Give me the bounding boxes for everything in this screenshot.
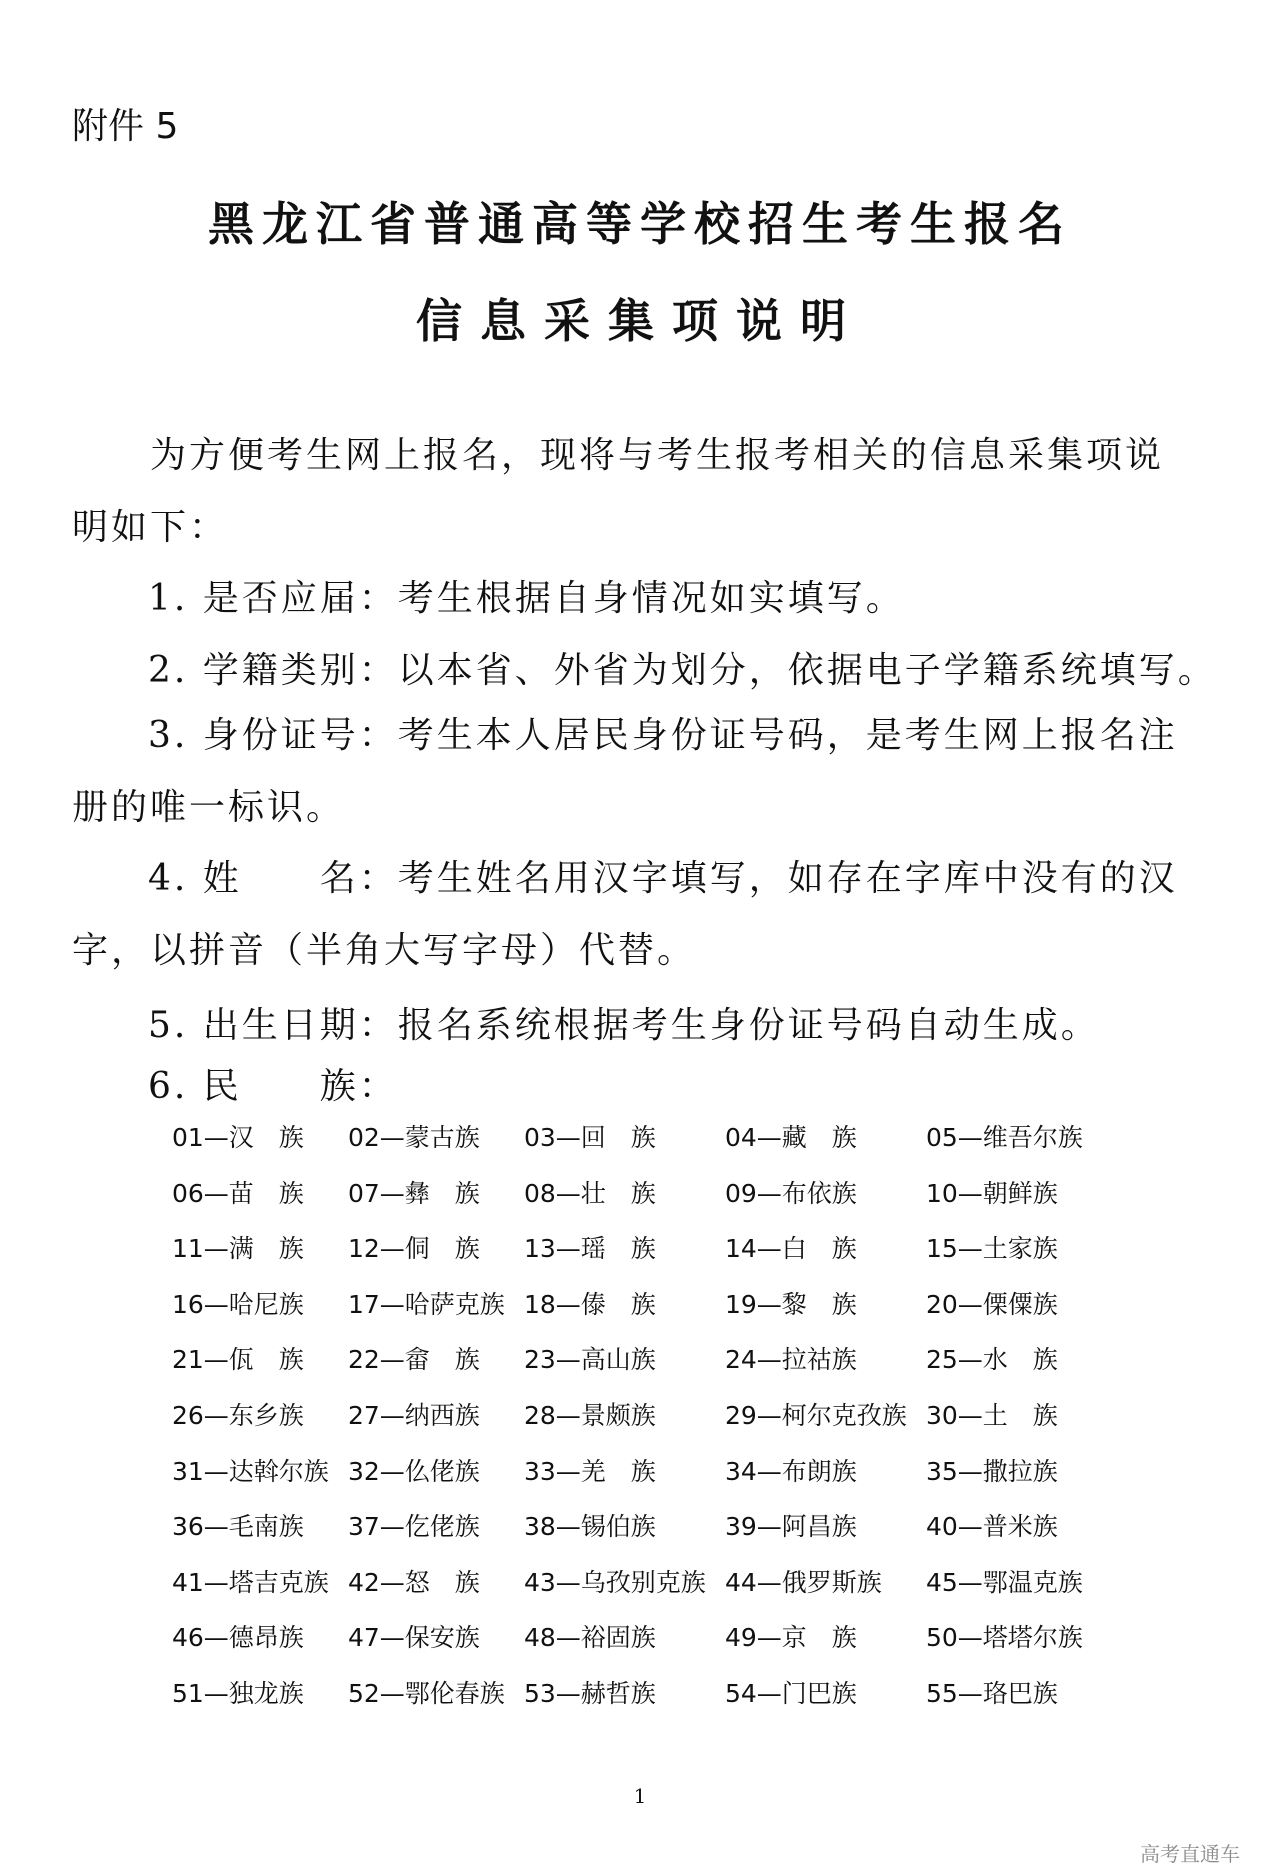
ethnic-group-item: 41—塔吉克族 — [172, 1567, 329, 1597]
ethnic-group-item: 24—拉祜族 — [725, 1345, 857, 1375]
ethnic-group-item: 16—哈尼族 — [172, 1289, 304, 1319]
ethnic-group-item: 18—傣 族 — [524, 1289, 656, 1319]
item-2: 2. 学籍类别：以本省、外省为划分，依据电子学籍系统填写。 — [148, 650, 1217, 691]
ethnic-group-item: 04—藏 族 — [725, 1123, 857, 1152]
ethnic-group-item: 47—保安族 — [348, 1623, 480, 1653]
ethnic-group-item: 02—蒙古族 — [348, 1123, 480, 1152]
item-5: 5. 出生日期：报名系统根据考生身份证号码自动生成。 — [148, 1005, 1100, 1046]
ethnic-group-item: 44—俄罗斯族 — [725, 1567, 882, 1597]
ethnic-group-item: 22—畲 族 — [348, 1345, 480, 1375]
ethnic-group-item: 20—傈僳族 — [926, 1289, 1058, 1319]
ethnic-group-item: 36—毛南族 — [172, 1512, 304, 1542]
ethnic-group-item: 35—撒拉族 — [926, 1456, 1058, 1486]
ethnic-group-item: 19—黎 族 — [725, 1289, 857, 1319]
ethnic-group-item: 05—维吾尔族 — [926, 1123, 1083, 1152]
document-title-line2: 信息采集项说明 — [416, 294, 864, 348]
ethnic-group-item: 55—珞巴族 — [926, 1679, 1058, 1708]
intro-text: 为方便考生网上报名，现将与考生报考相关的信息采集项说明如下： — [72, 435, 1165, 548]
item-3: 3. 身份证号：考生本人居民身份证号码，是考生网上报名注册的唯一标识。 — [72, 715, 1178, 828]
ethnic-group-item: 45—鄂温克族 — [926, 1567, 1083, 1597]
ethnic-group-item: 31—达斡尔族 — [172, 1456, 329, 1486]
ethnic-group-item: 54—门巴族 — [725, 1679, 857, 1708]
ethnic-group-item: 06—苗 族 — [172, 1178, 304, 1208]
ethnic-group-item: 42—怒 族 — [348, 1567, 480, 1597]
ethnic-group-item: 07—彝 族 — [348, 1178, 480, 1208]
ethnic-group-item: 26—东乡族 — [172, 1401, 304, 1430]
ethnic-group-item: 40—普米族 — [926, 1512, 1058, 1542]
ethnic-group-item: 14—白 族 — [725, 1234, 857, 1264]
item-1: 1. 是否应届：考生根据自身情况如实填写。 — [148, 578, 905, 619]
ethnic-group-item: 13—瑶 族 — [524, 1234, 656, 1264]
ethnic-group-item: 01—汉 族 — [172, 1123, 304, 1152]
ethnic-group-item: 10—朝鲜族 — [926, 1178, 1058, 1208]
ethnic-group-item: 51—独龙族 — [172, 1679, 304, 1708]
ethnic-group-item: 48—裕固族 — [524, 1623, 656, 1653]
ethnic-group-item: 11—满 族 — [172, 1234, 304, 1264]
intro-paragraph — [72, 420, 1182, 564]
ethnic-group-item: 52—鄂伦春族 — [348, 1679, 505, 1708]
ethnic-group-item: 29—柯尔克孜族 — [725, 1401, 907, 1430]
ethnic-group-item: 09—布依族 — [725, 1178, 857, 1208]
ethnic-group-item: 27—纳西族 — [348, 1401, 480, 1430]
ethnic-group-item: 38—锡伯族 — [524, 1512, 656, 1542]
ethnic-group-item: 43—乌孜别克族 — [524, 1567, 706, 1597]
ethnic-group-item: 39—阿昌族 — [725, 1512, 857, 1542]
ethnic-group-item: 49—京 族 — [725, 1623, 857, 1653]
ethnic-group-item: 37—仡佬族 — [348, 1512, 480, 1542]
watermark: 高考直通车 — [1140, 1842, 1240, 1866]
attachment-label: 附件 5 — [72, 106, 179, 147]
ethnic-group-item: 33—羌 族 — [524, 1456, 656, 1486]
ethnic-group-item: 50—塔塔尔族 — [926, 1623, 1083, 1653]
ethnic-group-item: 25—水 族 — [926, 1345, 1058, 1375]
ethnic-group-item: 12—侗 族 — [348, 1234, 480, 1264]
ethnic-group-item: 15—土家族 — [926, 1234, 1058, 1264]
ethnic-group-item: 03—回 族 — [524, 1123, 656, 1152]
ethnic-group-item: 30—土 族 — [926, 1401, 1058, 1430]
ethnic-group-item: 53—赫哲族 — [524, 1679, 656, 1708]
ethnic-group-item: 32—仫佬族 — [348, 1456, 480, 1486]
ethnic-group-item: 08—壮 族 — [524, 1178, 656, 1208]
ethnic-group-item: 46—德昂族 — [172, 1623, 304, 1653]
ethnic-group-item: 21—佤 族 — [172, 1345, 304, 1375]
ethnic-group-item: 23—高山族 — [524, 1345, 656, 1375]
ethnic-group-item: 34—布朗族 — [725, 1456, 857, 1486]
item-6: 6. 民 族： — [148, 1066, 398, 1107]
item-4: 4. 姓 名：考生姓名用汉字填写，如存在字库中没有的汉字，以拼音（半角大写字母）代替。 — [72, 858, 1178, 971]
document-title-line1: 黑龙江省普通高等学校招生考生报名 — [208, 197, 1072, 251]
page-number: 1 — [633, 1784, 647, 1808]
ethnic-group-item: 17—哈萨克族 — [348, 1289, 505, 1319]
ethnic-group-item: 28—景颇族 — [524, 1401, 656, 1430]
